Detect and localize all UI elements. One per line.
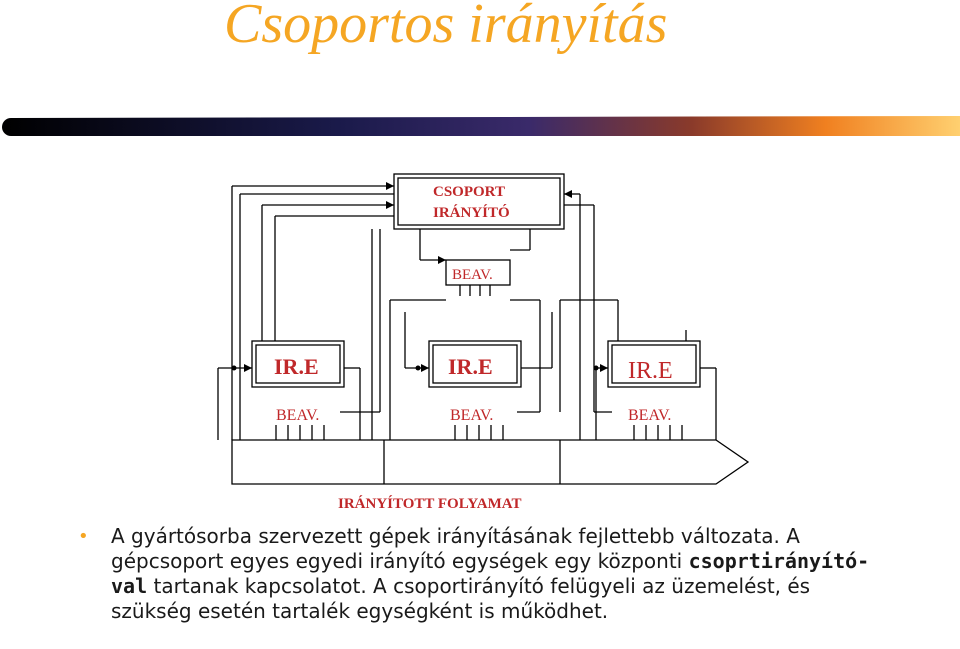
bullet-list [78, 524, 938, 624]
bullet-line-4: szükség esetén tartalék egységként is működhet. [111, 599, 609, 623]
slide-title: Csoportos irányítás [224, 0, 668, 55]
unit-controller-label-2: IR.E [448, 354, 493, 379]
group-controller-label-2: IRÁNYÍTÓ [433, 205, 510, 221]
unit-beav-label-1: BEAV. [276, 407, 320, 424]
bullet-line-3: val tartanak kapcsolatot. A csoportirányító felügyeli az üzemelést, és [111, 574, 811, 598]
unit-controller-label-1: IR.E [274, 354, 319, 379]
bullet-item [78, 524, 938, 624]
bullet-line-1: A gyártósorba szervezett gépek irányításának fejlettebb változata. A [111, 524, 800, 548]
emphasized-term-continuation: val [111, 574, 148, 598]
unit-beav-label-2: BEAV. [450, 407, 494, 424]
emphasized-term: csoprtirányító- [688, 549, 870, 573]
controlled-process-caption: IRÁNYÍTOTT FOLYAMAT [338, 496, 522, 512]
group-controller-label-1: CSOPORT [433, 184, 505, 200]
group-beav-label: BEAV. [452, 267, 493, 283]
controlled-process-arrow [232, 440, 748, 484]
unit-controller-label-3: IR.E [628, 358, 673, 384]
decorative-gradient-bar [0, 116, 960, 138]
unit-beav-label-3: BEAV. [628, 407, 672, 424]
control-diagram [0, 160, 960, 520]
bullet-dot-icon: • [78, 526, 89, 547]
bullet-line-2: gépcsoport egyes egyedi irányító egységek egy központi csoprtirányító- [111, 549, 870, 573]
